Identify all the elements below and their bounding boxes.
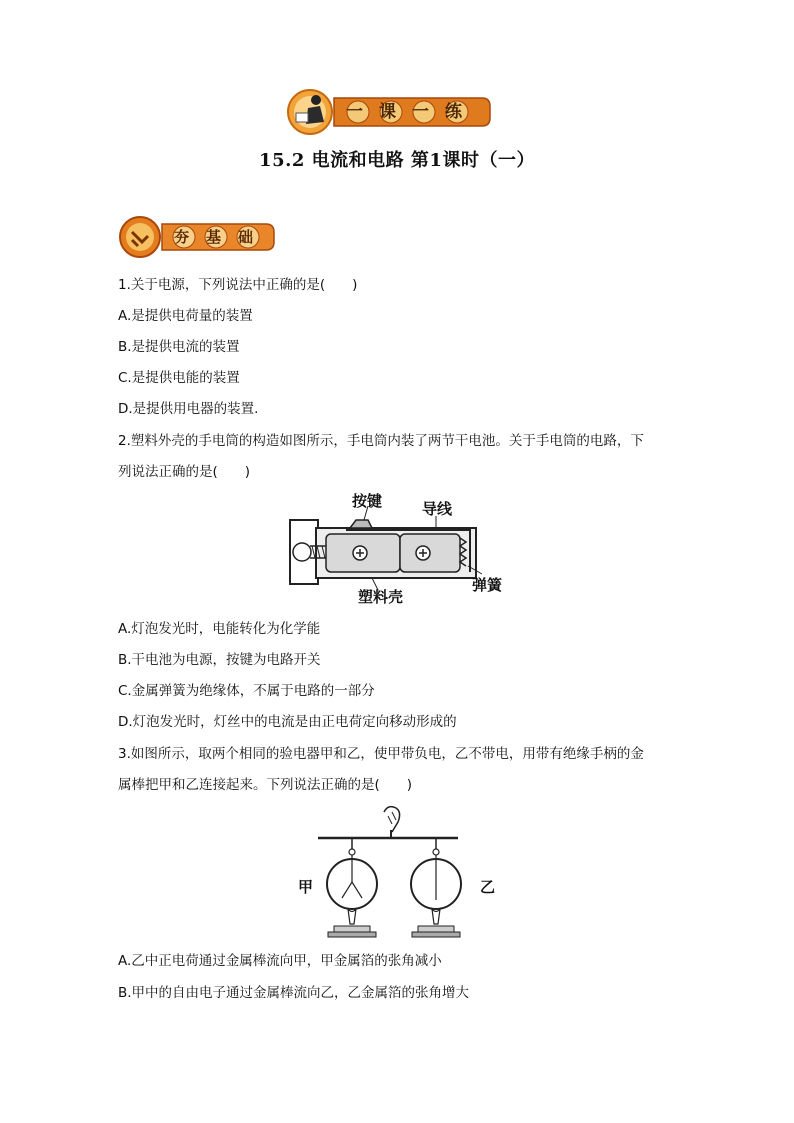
- q3-option-b: B.甲中的自由电子通过金属棒流向乙，乙金属箔的张角增大: [118, 985, 470, 1001]
- page-title: 15.2 电流和电路 第1课时（一）: [259, 150, 535, 171]
- electroscope-diagram: [296, 802, 502, 944]
- label-button: 按键: [352, 492, 383, 510]
- q3-option-a: A.乙中正电荷通过金属棒流向甲，甲金属箔的张角减小: [118, 953, 442, 969]
- q1-option-a: A.是提供电荷量的装置: [118, 308, 253, 324]
- q2-option-a: A.灯泡发光时，电能转化为化学能: [118, 621, 321, 637]
- label-left-electroscope: 甲: [298, 878, 314, 896]
- q2-option-d: D.灯泡发光时，灯丝中的电流是由正电荷定向移动形成的: [118, 714, 457, 730]
- q1-option-d: D.是提供用电器的装置.: [118, 401, 259, 417]
- q1-stem: 1.关于电源，下列说法中正确的是( ): [118, 277, 358, 293]
- label-shell: 塑料壳: [358, 588, 404, 606]
- banner-text: 一课一练: [346, 102, 478, 122]
- q2-stem-line1: 2.塑料外壳的手电筒的构造如图所示，手电筒内装了两节干电池。关于手电筒的电路，下: [118, 433, 644, 449]
- q1-option-c: C.是提供电能的装置: [118, 370, 240, 386]
- label-right-electroscope: 乙: [480, 878, 496, 896]
- q1-option-b: B.是提供电流的装置: [118, 339, 240, 355]
- q2-option-b: B.干电池为电源，按键为电路开关: [118, 652, 321, 668]
- label-spring: 弹簧: [472, 576, 503, 594]
- flashlight-figure: [286, 490, 508, 608]
- section-badge: [118, 214, 278, 260]
- electroscope-figure: [296, 802, 502, 944]
- q3-stem-line2: 属棒把甲和乙连接起来。下列说法正确的是( ): [118, 777, 413, 793]
- q3-stem-line1: 3.如图所示，取两个相同的验电器甲和乙，使甲带负电，乙不带电，用带有绝缘手柄的金: [118, 746, 644, 762]
- q2-option-c: C.金属弹簧为绝缘体，不属于电路的一部分: [118, 683, 375, 699]
- label-wire: 导线: [422, 500, 453, 518]
- q2-stem-line2: 列说法正确的是( ): [118, 464, 251, 480]
- lesson-banner: [286, 86, 496, 136]
- section-label: 夯基础: [174, 228, 271, 246]
